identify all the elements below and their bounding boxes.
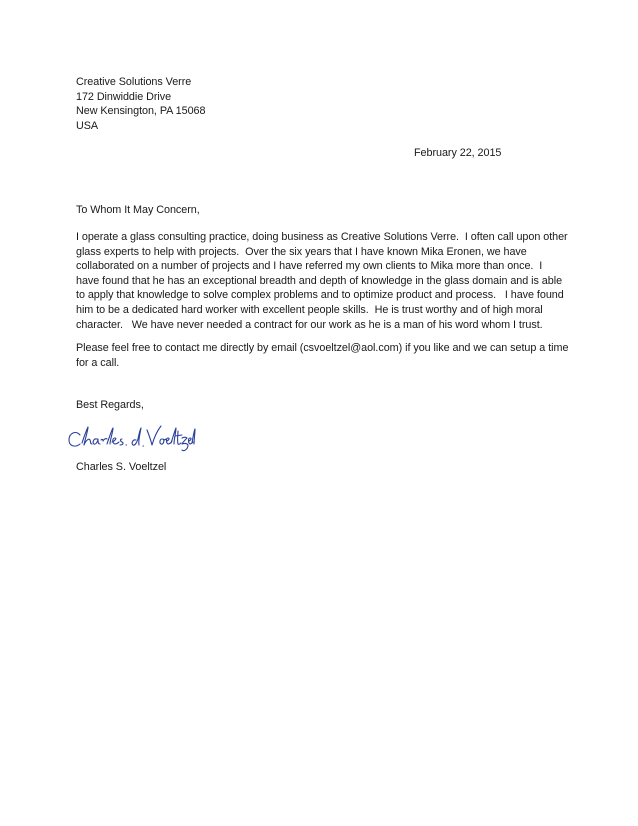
- body-line: him to be a dedicated hard worker with excellent people skills. He is trust worthy and of high moral: [76, 303, 543, 316]
- signer-name: Charles S. Voeltzel: [76, 461, 167, 473]
- body-line: to apply that knowledge to solve complex problems and to optimize product and process. I have found: [76, 289, 564, 302]
- salutation: To Whom It May Concern,: [76, 204, 200, 216]
- body-line: glass experts to help with projects. Over the six years that I have known Mika Eronen, we have: [76, 245, 527, 258]
- sender-company: Creative Solutions Verre: [76, 76, 192, 88]
- handwritten-signature: [66, 421, 196, 455]
- contact-paragraph: [76, 341, 569, 370]
- closing: Best Regards,: [76, 399, 144, 411]
- body-line: have found that he has an exceptional breadth and depth of knowledge in the glass domain and is able: [76, 274, 563, 287]
- sender-city-state-zip: New Kensington, PA 15068: [76, 105, 206, 118]
- sender-country: USA: [76, 119, 99, 132]
- contact-line: Please feel free to contact me directly by email (csvoeltzel@aol.com) if you like and we can setup a time: [76, 342, 569, 354]
- body-line: collaborated on a number of projects and I have referred my own clients to Mika more than once. I: [76, 260, 543, 273]
- body-paragraph: [76, 230, 568, 332]
- sender-address: [76, 75, 376, 133]
- body-line: character. We have never needed a contract for our work as he is a man of his word whom I trust.: [76, 318, 543, 331]
- sender-street: 172 Dinwiddie Drive: [76, 90, 172, 103]
- letter-date: February 22, 2015: [414, 147, 502, 159]
- body-line: I operate a glass consulting practice, doing business as Creative Solutions Verre. I often call upon other: [76, 231, 568, 243]
- contact-line: for a call.: [76, 356, 120, 369]
